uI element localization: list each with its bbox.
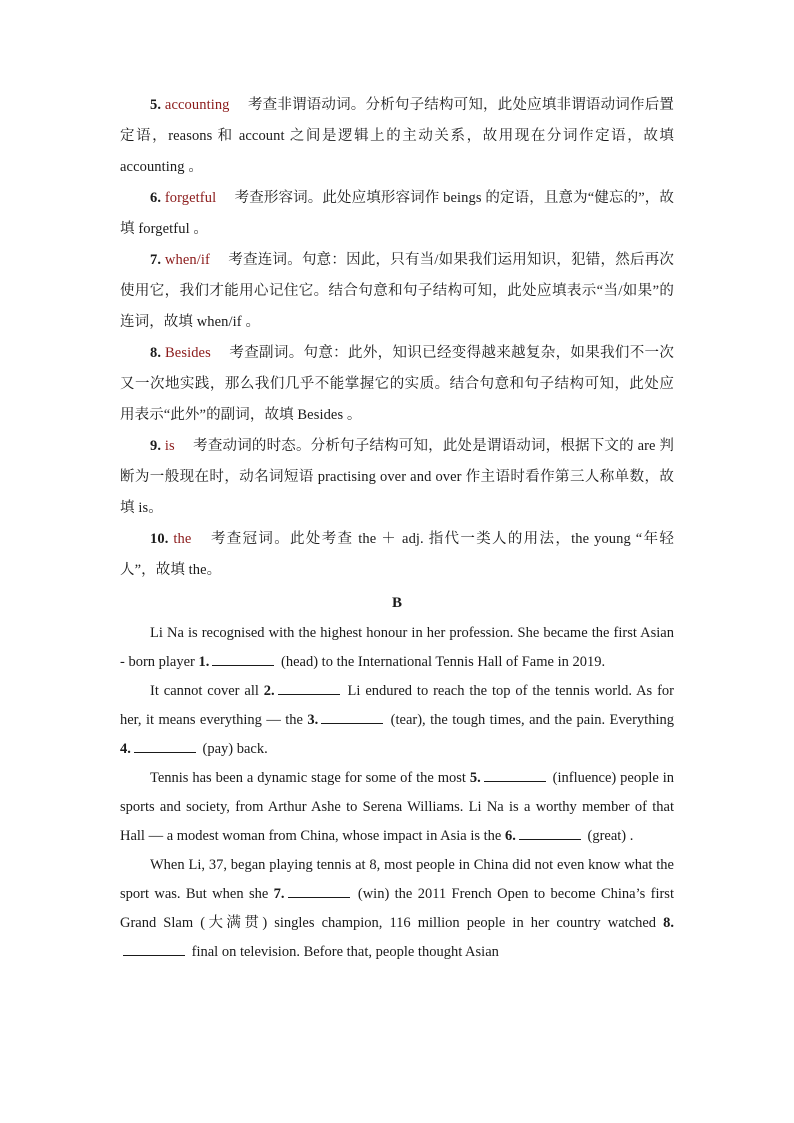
answer-item bbox=[120, 183, 674, 245]
answer-number: 10. bbox=[150, 531, 174, 547]
answer-word: the bbox=[173, 531, 192, 547]
blank-number: 7. bbox=[273, 886, 285, 902]
blank-number: 6. bbox=[505, 828, 516, 844]
answer-explanation: 考查形容词。此处应填形容词作 beings 的定语，且意为“健忘的”，故填 forgetful 。 bbox=[120, 190, 674, 237]
answer-explanation: 考查冠词。此处考查 the ＋ adj. 指代一类人的用法，the young “年轻人”，故填 the。 bbox=[120, 531, 674, 578]
passage-text: final on television. Before that, people thought Asian bbox=[188, 944, 499, 960]
answer-blank[interactable] bbox=[123, 942, 185, 956]
answer-number: 6. bbox=[150, 190, 165, 206]
answer-blank[interactable] bbox=[288, 884, 350, 898]
passage-paragraph bbox=[120, 764, 674, 851]
answer-item bbox=[120, 245, 674, 338]
passage-text: (head) to the International Tennis Hall of Fame in 2019. bbox=[277, 654, 606, 670]
blank-number: 2. bbox=[263, 683, 275, 699]
answer-blank[interactable] bbox=[484, 768, 546, 782]
answer-item bbox=[120, 90, 674, 183]
passage-text: (win) the 2011 French Open to become China’s first Grand Slam (大满贯) singles champion, 116 million people in her country watched bbox=[120, 886, 674, 931]
answer-word: is bbox=[164, 438, 175, 454]
answer-item bbox=[120, 524, 674, 586]
answer-word: forgetful bbox=[164, 190, 217, 206]
passage-text: It cannot cover all bbox=[150, 683, 264, 699]
answer-number: 8. bbox=[150, 345, 166, 361]
passage-text: (tear), the tough times, and the pain. Everything bbox=[386, 712, 674, 728]
blank-number: 3. bbox=[307, 712, 319, 728]
passage-text: When Li, 37, began playing tennis at 8, most people in China did not even know what the sport was. But when she bbox=[120, 857, 674, 902]
document-page bbox=[120, 90, 674, 967]
section-b-heading: B bbox=[391, 595, 402, 611]
passage-text: Li endured to reach the top of the tennis world. As for her, it means everything — the bbox=[120, 683, 674, 728]
passage-paragraph bbox=[120, 619, 674, 677]
answer-explanation: 考查动词的时态。分析句子结构可知，此处是谓语动词，根据下文的 are 判断为一般现在时，动名词短语 practising over and over 作主语时看作第三人称单数，故填 is。 bbox=[120, 438, 674, 516]
answer-word: accounting bbox=[164, 97, 230, 113]
blank-number: 8. bbox=[663, 915, 674, 931]
answer-word: Besides bbox=[165, 345, 211, 361]
passage-paragraph bbox=[120, 851, 674, 967]
answer-number: 5. bbox=[150, 97, 165, 113]
blank-number: 4. bbox=[120, 741, 131, 757]
answer-explanations bbox=[120, 90, 674, 586]
answer-blank[interactable] bbox=[134, 739, 196, 753]
answer-blank[interactable] bbox=[278, 681, 340, 695]
passage-text: (great) . bbox=[583, 828, 634, 844]
answer-blank[interactable] bbox=[212, 652, 274, 666]
blank-number: 1. bbox=[198, 654, 210, 670]
answer-number: 9. bbox=[150, 438, 165, 454]
answer-explanation: 考查副词。句意：此外，知识已经变得越来越复杂，如果我们不一次又一次地实践，那么我们几乎不能掌握它的实质。结合句意和句子结构可知，此处应用表示“此外”的副词，故填 Besides 。 bbox=[120, 345, 674, 423]
answer-word: when/if bbox=[164, 252, 210, 268]
passage-text: Tennis has been a dynamic stage for some of the most bbox=[150, 770, 470, 786]
answer-explanation: 考查非谓语动词。分析句子结构可知，此处应填非谓语动词作后置定语，reasons 和 account 之间是逻辑上的主动关系，故用现在分词作定语，故填 accounting 。 bbox=[120, 97, 674, 175]
passage-text: Li Na is recognised with the highest honour in her profession. She became the first Asian - born player bbox=[120, 625, 674, 670]
section-b-passage bbox=[120, 619, 674, 967]
answer-item bbox=[120, 338, 674, 431]
answer-blank[interactable] bbox=[321, 710, 383, 724]
passage-text: (pay) back. bbox=[198, 741, 268, 757]
answer-blank[interactable] bbox=[519, 826, 581, 840]
blank-number: 5. bbox=[469, 770, 481, 786]
answer-item bbox=[120, 431, 674, 524]
passage-text: (influence) people in sports and society, from Arthur Ashe to Serena Williams. Li Na is a worthy member of that Hall — a modest woman from China, whose impact in Asia is the bbox=[120, 770, 674, 844]
answer-explanation: 考查连词。句意：因此，只有当/如果我们运用知识，犯错，然后再次使用它，我们才能用心记住它。结合句意和句子结构可知，此处应填表示“当/如果”的连词，故填 when/if 。 bbox=[120, 252, 674, 330]
answer-number: 7. bbox=[150, 252, 165, 268]
passage-paragraph bbox=[120, 677, 674, 764]
